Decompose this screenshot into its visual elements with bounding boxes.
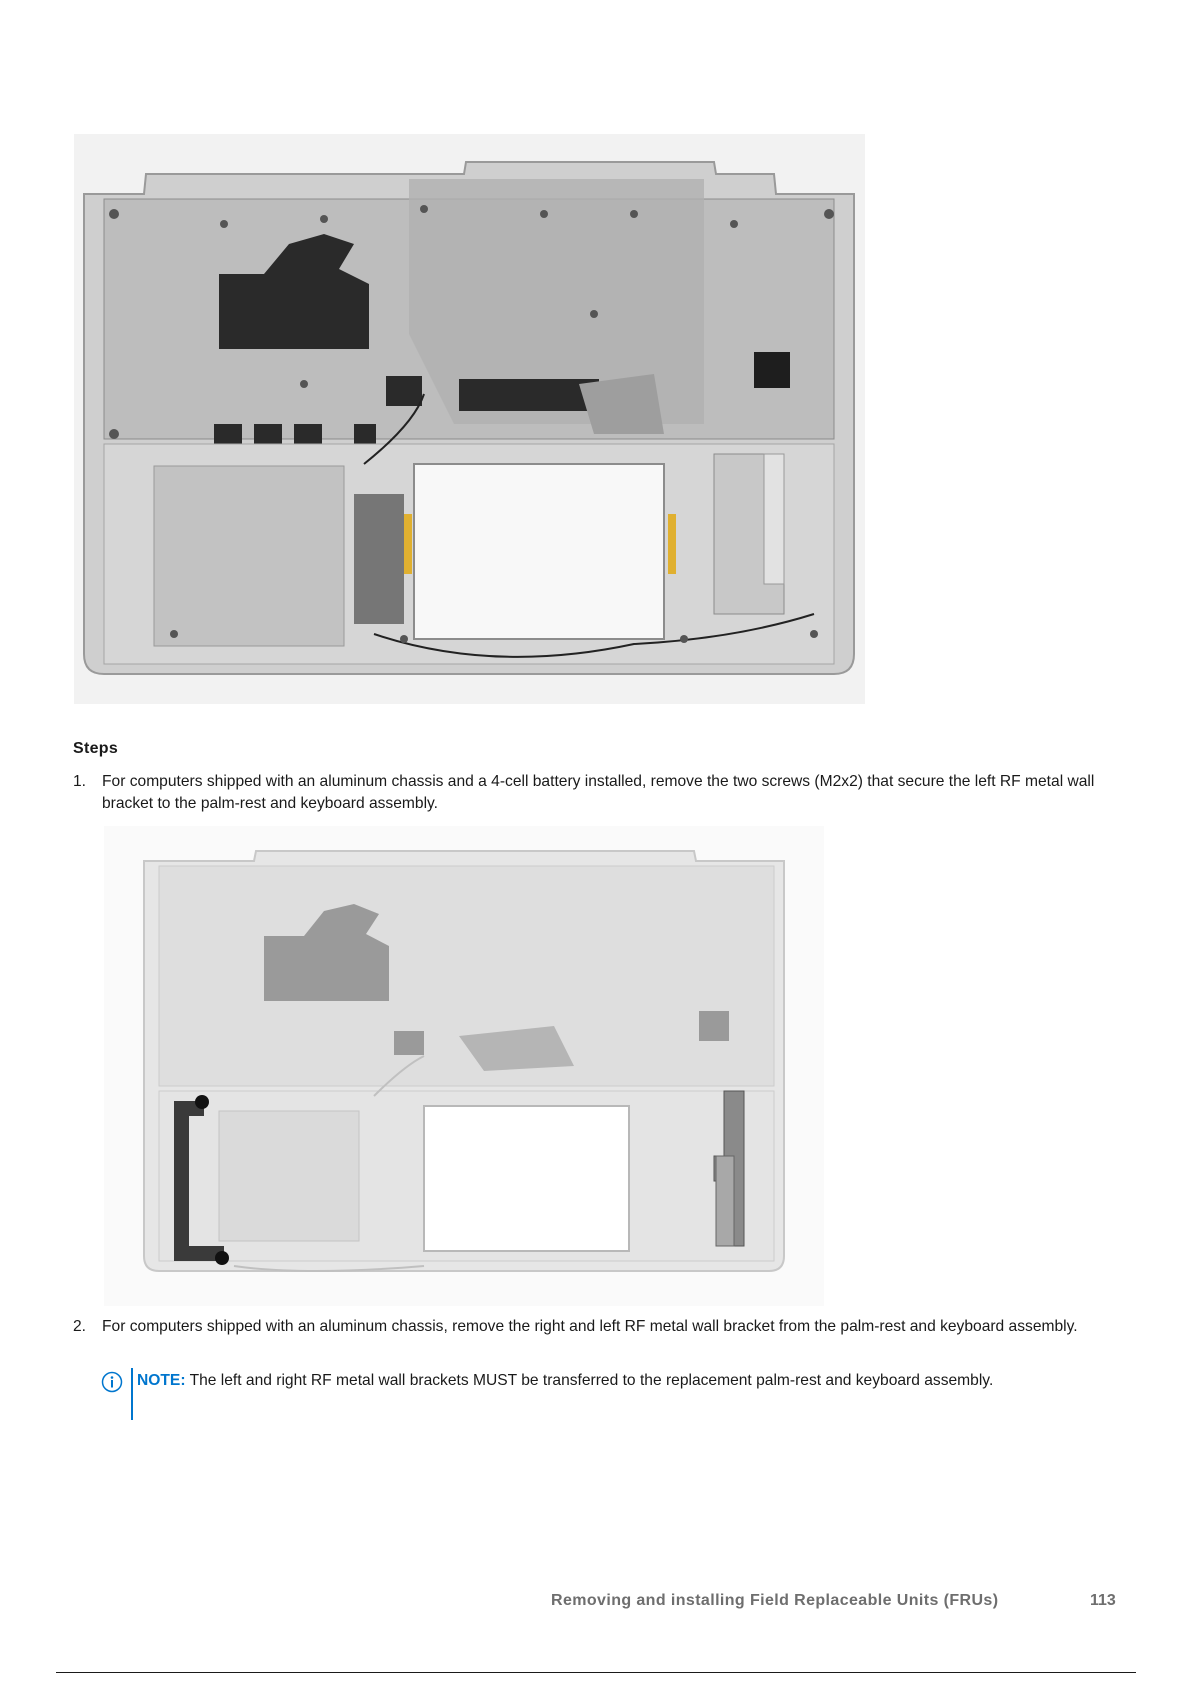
steps-heading: Steps <box>73 740 119 757</box>
step-text: For computers shipped with an aluminum chassis and a 4-cell battery installed, remove the two screws (M2x2) that secure the left RF metal wall bracket to the palm-rest and keyboard assembly. <box>102 773 1095 812</box>
info-icon <box>101 1371 123 1393</box>
step-1 <box>73 771 1113 815</box>
footer-chapter-title: Removing and installing Field Replaceable Units (FRUs) <box>551 1592 999 1609</box>
step-2 <box>73 1316 1113 1338</box>
step-number: 2. <box>73 1318 87 1335</box>
note-label: NOTE: <box>137 1372 186 1389</box>
note-text <box>137 1368 1101 1394</box>
note-divider <box>131 1368 133 1420</box>
page-number: 113 <box>1090 1592 1116 1609</box>
footer-rule <box>56 1672 1136 1673</box>
step-number: 1. <box>73 773 87 790</box>
rf-bracket-screws-photo <box>104 826 824 1306</box>
note-box <box>101 1368 1101 1394</box>
palm-rest-assembly-photo <box>74 134 865 704</box>
note-body: The left and right RF metal wall brackets MUST be transferred to the replacement palm-rest and keyboard assembly. <box>185 1372 994 1389</box>
step-text: For computers shipped with an aluminum chassis, remove the right and left RF metal wall bracket from the palm-rest and keyboard assembly. <box>102 1318 1078 1335</box>
